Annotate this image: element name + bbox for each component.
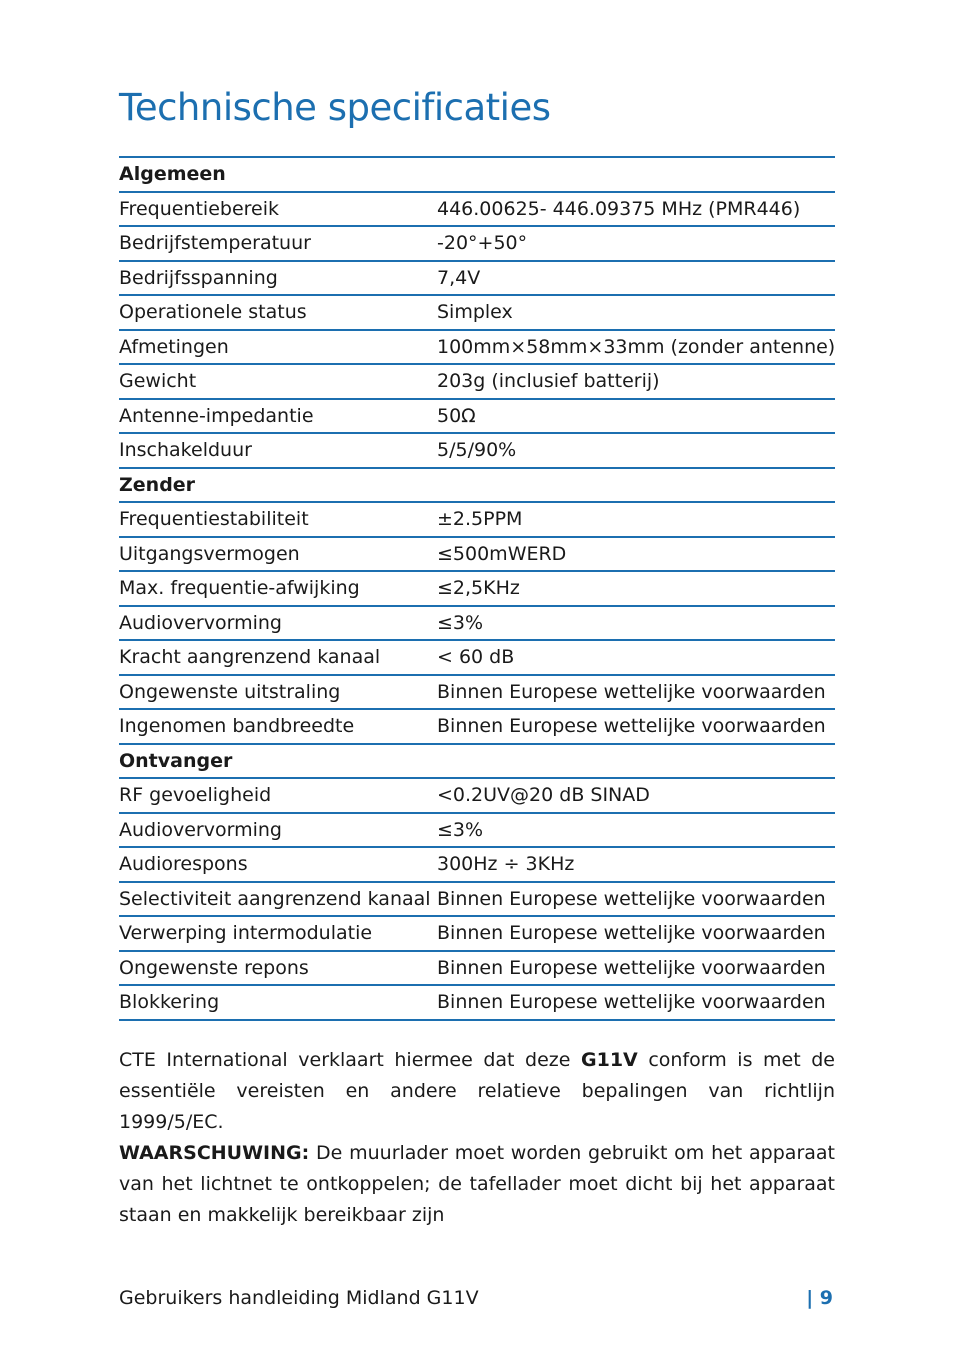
spec-label: Ongewenste repons [119, 956, 309, 979]
spec-value: <0.2UV@20 dB SINAD [437, 784, 650, 807]
spec-row [119, 883, 835, 918]
spec-label: Gewicht [119, 370, 197, 393]
manual-title: Gebruikers handleiding Midland G11V [119, 1287, 479, 1309]
spec-row [119, 503, 835, 538]
spec-row [119, 607, 835, 642]
spec-label: Max. frequentie-afwijking [119, 577, 360, 600]
spec-row [119, 676, 835, 711]
spec-value: ≤3% [437, 611, 484, 634]
spec-label: Selectiviteit aangrenzend kanaal [119, 887, 431, 910]
spec-value: -20°+50° [437, 232, 528, 255]
spec-label: Inschakelduur [119, 439, 252, 462]
section-header [119, 745, 835, 780]
spec-value: Binnen Europese wettelijke voorwaarden [437, 922, 826, 945]
section-title: Ontvanger [119, 749, 233, 772]
spec-label: Blokkering [119, 991, 220, 1014]
spec-value: Simplex [437, 301, 513, 324]
spec-row [119, 434, 835, 469]
spec-value: ≤500mWERD [437, 542, 567, 565]
spec-row [119, 262, 835, 297]
spec-value: 5/5/90% [437, 439, 517, 462]
spec-row [119, 572, 835, 607]
model-name: G11V [581, 1049, 638, 1071]
spec-value: Binnen Europese wettelijke voorwaarden [437, 680, 826, 703]
spec-row [119, 952, 835, 987]
spec-row [119, 848, 835, 883]
spec-row [119, 814, 835, 849]
spec-row [119, 917, 835, 952]
spec-row [119, 710, 835, 745]
spec-value: Binnen Europese wettelijke voorwaarden [437, 991, 826, 1014]
spec-value: Binnen Europese wettelijke voorwaarden [437, 956, 826, 979]
section-header [119, 158, 835, 193]
page-footer [119, 1284, 835, 1312]
spec-value: 50Ω [437, 404, 476, 427]
spec-label: RF gevoeligheid [119, 784, 272, 807]
spec-value: Binnen Europese wettelijke voorwaarden [437, 715, 826, 738]
declaration-notice [119, 1045, 835, 1231]
spec-label: Audiorespons [119, 853, 248, 876]
warning-text: De muurlader moet worden gebruikt om het apparaat van het lichtnet te ontkoppelen; de tafellader moet dicht bij het apparaat staan en makkelijk bereikbaar zijn [119, 1142, 835, 1226]
section-title: Algemeen [119, 163, 226, 186]
spec-label: Kracht aangrenzend kanaal [119, 646, 381, 669]
spec-value: ≤2,5KHz [437, 577, 520, 600]
spec-value: < 60 dB [437, 646, 515, 669]
spec-label: Frequentiestabiliteit [119, 508, 309, 531]
page-number: | 9 [806, 1287, 833, 1309]
spec-label: Bedrijfsspanning [119, 266, 278, 289]
spec-row [119, 986, 835, 1021]
spec-label: Audiovervorming [119, 611, 282, 634]
declaration-text-start: CTE International verklaart hiermee dat deze [119, 1049, 582, 1071]
spec-label: Ingenomen bandbreedte [119, 715, 355, 738]
warning-label: WAARSCHUWING: [119, 1142, 310, 1164]
spec-row [119, 779, 835, 814]
spec-row [119, 365, 835, 400]
spec-label: Audiovervorming [119, 818, 282, 841]
spec-value: 203g (inclusief batterij) [437, 370, 660, 393]
spec-row [119, 193, 835, 228]
declaration-text-end: conform is met de essentiële vereisten en andere relatieve bepalingen van richtlijn 1999/5/EC. [119, 1049, 835, 1133]
spec-value: ±2.5PPM [437, 508, 523, 531]
spec-row [119, 227, 835, 262]
spec-label: Afmetingen [119, 335, 229, 358]
spec-label: Bedrijfstemperatuur [119, 232, 311, 255]
spec-label: Operationele status [119, 301, 307, 324]
spec-value: 446.00625- 446.09375 MHz (PMR446) [437, 197, 801, 220]
spec-value: Binnen Europese wettelijke voorwaarden [437, 887, 826, 910]
spec-value: 7,4V [437, 266, 481, 289]
spec-row [119, 641, 835, 676]
section-header [119, 469, 835, 504]
spec-label: Antenne-impedantie [119, 404, 314, 427]
spec-label: Ongewenste uitstraling [119, 680, 341, 703]
spec-label: Uitgangsvermogen [119, 542, 300, 565]
spec-value: 300Hz ÷ 3KHz [437, 853, 575, 876]
spec-value: 100mm×58mm×33mm (zonder antenne) [437, 335, 835, 358]
spec-value: ≤3% [437, 818, 484, 841]
page-title: Technische specificaties [119, 86, 551, 129]
spec-label: Verwerping intermodulatie [119, 922, 373, 945]
section-title: Zender [119, 473, 196, 496]
spec-row [119, 400, 835, 435]
spec-row [119, 538, 835, 573]
spec-table [119, 156, 835, 1021]
spec-row [119, 331, 835, 366]
spec-label: Frequentiebereik [119, 197, 279, 220]
spec-row [119, 296, 835, 331]
